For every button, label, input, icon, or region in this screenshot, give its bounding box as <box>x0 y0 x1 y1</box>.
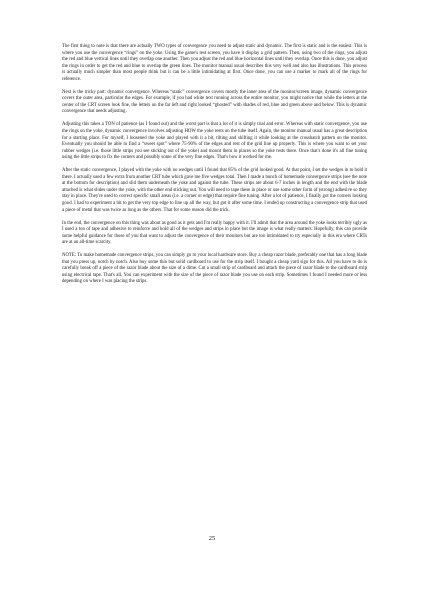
paragraph-in-the-end: In the end, the convergence on this thing was about as good as it gets and I'm really happy with it. I'll admit that the area around the yoke looks terribly ugly as I used a ton of tape and adhesive to reinforce and hold all of the wedges and strips in place but the image is what really matters. Hopefully, this can provide some helpful guidance for those of you that want to adjust the convergence of their monitors but are too intimidated to try especially in this era where CRTs are at an all-time scarcity. <box>62 220 367 246</box>
paragraph-adjusting-patience: Adjusting this takes a TON of patience (as I found out) and the worst part is that a lot of it is simply trial and error. Whereas with static convergence, you use the rings on the yoke, dynamic convergence involves adjusting HOW the yoke rests on the tube itself. Again, the monitor manual usual has a great description for a starting place. For myself, I loosened the yoke and played with it a bit, tilting and shifting it while looking at the crosshatch pattern on the monitor. Eventually you should be able to find a “sweet spot” where 75-90% of the edges and rest of the grid line up properly. This is where you want to set your rubber wedges (i.e. those little strips you see sticking out of the yoke) and mount them in places so the yoke rests there. Once that's done it's all fine tuning using the little strips to fix the corners and possibly some of the very fine edges. That's how it worked for me. <box>62 122 367 161</box>
paragraph-after-static: After the static convergence, I played with the yoke with no wedges until I found that 85% of the grid looked good. At that point, I set the wedges in to hold it there. I actually used a few extra from another CRT tube which gave me five wedges total. Then I made a bunch of homemade convergence strips (see the note at the bottom for description) and slid them underneath the yoke and against the tube. These strips are about 6-7 inches in length and the end with the blade attached is what slides under the yoke, with the other end sticking out. You will need to tape these in place or use some other form of (strong) adhesive so they stay in place. They're used to correct specific small areas (i.e. a corner or edge) that require fine tuning. After a lot of patience, I finally got the corners looking good. I had to experiment a bit to get the very top edge to line up all the way, but got it after some time. I ended up constructing a convergence strip that used a piece of metal that was twice as long as the others. That for some reason did the trick. <box>62 168 368 213</box>
paragraph-note-strips: NOTE: To make homemade convergence strips, you can simply go to your local hardware store. Buy a cheap razor blade, preferably one that has a long blade that you press up, notch by notch. Also buy some thin but solid cardboard to use for the strip itself. I bought a cheap yard sign for this. All you have to do is carefully break off a piece of the razor blade about the size of a dime. Cut a small strip of cardboard and attach the piece of razor blade to the cardboard strip using electrical tape. That's all. You can experiment with the size of the piece of razor blade you use on each strip. Sometimes I found I needed more or less depending on where I was placing the strips. <box>62 253 367 285</box>
paragraph-static-dynamic-intro: The first thing to note is that there are actually TWO types of convergence you need to adjust static and dynamic. The first is static and is the easiest. This is where you use the convergence “rings” on the yoke. Using the game's test screen, you have it display a grid pattern. Then, using two of the rings, you adjust the red and blue vertical lines until they overlap one another. Then you adjust the red and blue horizontal lines until they overlap. Once this is done, you adjust the rings in order to get the red and blue to overlap the green lines. The monitor manual usual describes this very well and also has illustrations. This process is actually much simpler than most people think but it can be a little intimidating at first. Once done, you can use a marker to mark all of the rings for reference. <box>62 44 367 82</box>
page-number: 25 <box>208 535 216 542</box>
paragraph-dynamic-convergence: Next is the tricky part: dynamic convergence. Whereas “static” convergence covers mostly the inner area of the monitor/screen image, dynamic convergence covers the outer area, particular the edges. For example, if you had white text running across the entire monitor, you might notice that while the letters at the center of the CRT screen look fine, the letters on the far left and right looked “ghosted” with shades of red, blue and green above and below. This is dynamic convergence that needs adjusting. <box>62 89 367 115</box>
